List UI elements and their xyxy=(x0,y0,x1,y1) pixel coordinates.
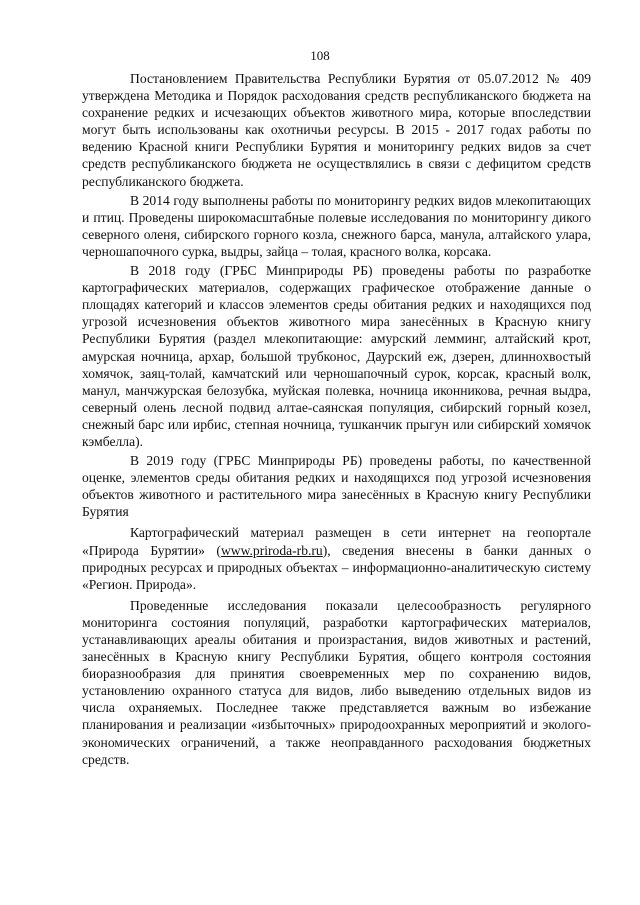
geoportal-link[interactable]: www.priroda-rb.ru xyxy=(220,542,323,558)
geoportal-text-before: Картографический материал размещен в сети интернет на геопортале «Природа Бурятии» ( xyxy=(82,525,591,558)
paragraph-geoportal xyxy=(82,524,591,592)
geoportal-text-after: ), сведения внесены в банки данных о природных ресурсах и природных объектах – информационно-аналитическую систему «Регион. Природа». xyxy=(82,542,591,592)
paragraph-funding-methodology: Постановлением Правительства Республики Бурятия от 05.07.2012 № 409 утверждена Методика и Порядок расходования средств республиканского бюджета на сохранение редких и исчезающих объектов животного мира, которые впоследствии могут быть использованы как охотничьи ресурсы. В 2015 - 2017 годах работы по ведению Красной книги Республики Бурятия и мониторингу редких видов за счет средств республиканского бюджета не осуществлялись в связи с дефицитом средств республиканского бюджета. xyxy=(82,71,591,189)
paragraph-conclusions: Проведенные исследования показали целесообразность регулярного мониторинга состояния популяций, разработки картографических материалов, устанавливающих ареалы обитания и произрастания, видов животных и растений, занесённых в Красную книгу Республики Бурятия, общего контроля состояния биоразнообразия для принятия своевременных мер по сохранению видов, установлению охранного статуса для видов, либо выведению отдельных видов из числа охраняемых. Последнее также представляется важным во избежание планирования и реализации «избыточных» природоохранных мероприятий и эколого-экономических ограничений, а также неоправданного расходования бюджетных средств. xyxy=(82,597,591,767)
page-number: 108 xyxy=(310,48,330,63)
document-body xyxy=(82,70,591,770)
paragraph-2018-cartography: В 2018 году (ГРБС Минприроды РБ) проведены работы по разработке картографических материалов, содержащих графическое отображение данные о площадях категорий и классов элементов среды обитания редких и находящихся под угрозой исчезновения объектов животного мира занесённых в Красную книгу Республики Бурятия (раздел млекопитающие: амурский лемминг, алтайский крот, амурская ночница, архар, большой трубконос, Даурский еж, дзерен, длиннохвостый хомячок, заяц-толай, камчатский или черношапочный сурок, корсак, красный волк, манул, манчжурская белозубка, муйская полевка, ночница иконникова, речная выдра, северный олень лесной подвид алтае-саянская популяция, сибирский горный козел, снежный барс или ирбис, степная ночница, тушканчик прыгун или сибирский хомячок кэмбелла). xyxy=(82,263,591,449)
paragraph-2019-assessment: В 2019 году (ГРБС Минприроды РБ) проведены работы, по качественной оценке, элементов среды обитания редких и находящихся под угрозой исчезновения объектов животного и растительного мира занесённых в Красную книгу Республики Бурятия xyxy=(82,453,591,520)
paragraph-2014-monitoring: В 2014 году выполнены работы по мониторингу редких видов млекопитающих и птиц. Проведены широкомасштабные полевые исследования по мониторингу дикого северного оленя, сибирского горного козла, снежного барса, манула, алтайского улара, черношапочного сурка, выдры, зайца – толая, красного волка, корсака. xyxy=(82,192,591,259)
